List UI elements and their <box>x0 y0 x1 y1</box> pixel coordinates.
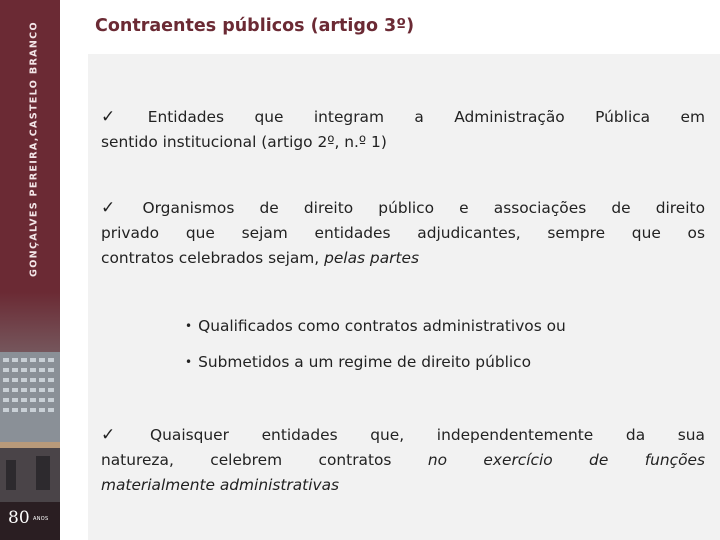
list-item-line <box>101 221 705 246</box>
slide-title: Contraentes públicos (artigo 3º) <box>95 16 415 36</box>
content-left-strip <box>60 54 88 540</box>
list-item-italic-text: materialmente administrativas <box>101 476 340 494</box>
sub-list-item-text: Submetidos a um regime de direito público <box>198 353 532 371</box>
bullet-icon: • <box>185 319 193 333</box>
sub-list-item <box>185 315 566 338</box>
list-item-line <box>101 246 705 271</box>
list-item-text: Quaisquer entidades que, independentemente da sua <box>150 426 705 444</box>
bullet-icon: • <box>185 355 193 369</box>
list-item <box>101 196 705 271</box>
list-item-italic-text: pelas partes <box>324 249 419 267</box>
list-item-text: natureza, celebrem contratos <box>101 451 428 469</box>
list-item <box>101 105 705 155</box>
list-item-text: contratos celebrados sejam, <box>101 249 325 267</box>
sub-list-item-text: Qualificados como contratos administrativos ou <box>198 317 566 335</box>
sub-list-item <box>185 351 531 374</box>
brand-name-text: GONÇALVES PEREIRA,CASTELO BRANCO <box>28 21 40 277</box>
list-item-line <box>101 423 705 448</box>
building-photo <box>0 292 60 540</box>
slide-content <box>60 54 720 540</box>
list-item-line <box>101 196 705 221</box>
list-item-text: Entidades que integram a Administração Pública em <box>147 108 706 126</box>
brand-name-vertical <box>27 18 41 280</box>
list-item-italic-text: no exercício de funções <box>427 451 705 469</box>
checkmark-icon: ✓ <box>101 425 144 445</box>
slide-header <box>60 0 720 54</box>
list-item-text: sentido institucional (artigo 2º, n.º 1) <box>101 133 387 151</box>
list-item-text: privado que sejam entidades adjudicantes, sempre que os <box>101 224 705 242</box>
list-item-line <box>101 448 705 473</box>
list-item-line <box>101 473 705 498</box>
logo-anniversary-number: 80 <box>8 508 30 528</box>
list-item-text: Organismos de direito público e associações de direito <box>142 199 705 217</box>
sidebar <box>0 0 60 540</box>
list-item <box>101 423 705 498</box>
list-item-line <box>101 130 705 155</box>
list-item-line <box>101 105 705 130</box>
checkmark-icon: ✓ <box>101 107 141 127</box>
checkmark-icon: ✓ <box>101 198 136 218</box>
logo-anniversary-suffix: ANOS <box>33 516 49 522</box>
